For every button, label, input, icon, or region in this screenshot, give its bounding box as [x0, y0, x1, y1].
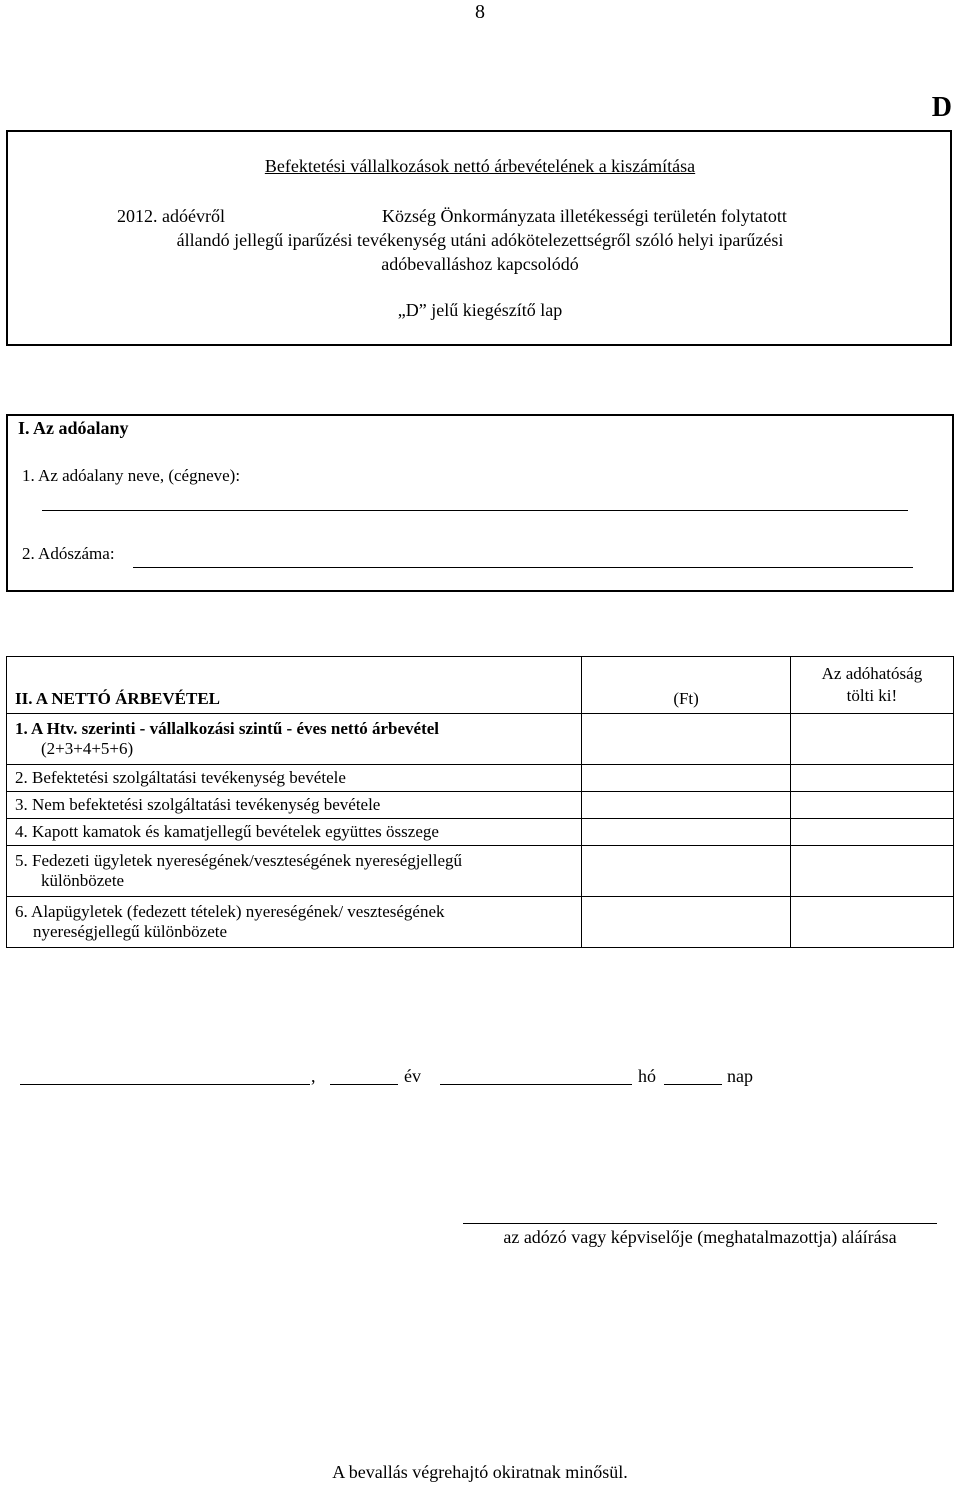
tax-year-text: 2012. adóévről	[117, 206, 225, 226]
authority-cell	[790, 819, 953, 846]
year-field[interactable]	[330, 1084, 398, 1085]
authority-cell	[790, 846, 953, 897]
tax-number-label: 2. Adószáma:	[22, 544, 115, 563]
authority-header-line2: tölti ki!	[846, 686, 898, 705]
amount-cell[interactable]	[582, 846, 791, 897]
authority-cell	[790, 765, 953, 792]
table-row	[7, 897, 954, 948]
amount-cell[interactable]	[582, 714, 791, 765]
header-line-3: adóbevalláshoz kapcsolódó	[381, 254, 579, 274]
municipality-text: Község Önkormányzata illetékességi területén folytatott	[382, 206, 787, 226]
row-label	[7, 897, 582, 948]
sheet-name: „D” jelű kiegészítő lap	[397, 300, 563, 320]
row-label	[7, 714, 582, 765]
row-label-line2: (2+3+4+5+6)	[41, 739, 134, 758]
signature-field[interactable]	[463, 1223, 937, 1224]
table-row	[7, 765, 954, 792]
row-label: 2. Befektetési szolgáltatási tevékenység bevétele	[7, 765, 582, 792]
row-label-line2: nyereségjellegű különbözete	[33, 922, 228, 941]
table-row	[7, 819, 954, 846]
authority-header	[790, 657, 953, 714]
date-comma: ,	[311, 1066, 316, 1086]
day-field[interactable]	[664, 1084, 722, 1085]
month-label: hó	[638, 1066, 656, 1086]
row-label-line1: 1. A Htv. szerinti - vállalkozási szintű - éves nettó árbevétel	[15, 719, 439, 738]
row-label	[7, 846, 582, 897]
unit-header: (Ft)	[582, 657, 791, 714]
net-revenue-table	[6, 656, 954, 948]
amount-cell[interactable]	[582, 765, 791, 792]
row-label: 4. Kapott kamatok és kamatjellegű bevételek együttes összege	[7, 819, 582, 846]
page-number: 8	[475, 1, 485, 23]
signature-label: az adózó vagy képviselője (meghatalmazottja) aláírása	[503, 1227, 897, 1247]
taxpayer-section	[6, 414, 954, 592]
taxpayer-section-title: I. Az adóalany	[18, 418, 129, 438]
taxpayer-name-label: 1. Az adóalany neve, (cégneve):	[22, 466, 241, 485]
table-row	[7, 846, 954, 897]
net-revenue-title: II. A NETTÓ ÁRBEVÉTEL	[7, 657, 582, 714]
form-title: Befektetési vállalkozások nettó árbevételének a kiszámítása	[264, 156, 696, 176]
row-label-line2: különbözete	[41, 871, 125, 890]
taxpayer-name-field[interactable]	[42, 510, 908, 511]
amount-cell[interactable]	[582, 897, 791, 948]
row-label: 3. Nem befektetési szolgáltatási tevékenység bevétele	[7, 792, 582, 819]
month-field[interactable]	[440, 1084, 632, 1085]
day-label: nap	[727, 1066, 753, 1086]
footer-note: A bevallás végrehajtó okiratnak minősül.	[332, 1462, 628, 1482]
table-row	[7, 792, 954, 819]
header-line-2: állandó jellegű iparűzési tevékenység utáni adókötelezettségről szóló helyi iparűzési	[176, 230, 784, 250]
row-label-line1: 5. Fedezeti ügyletek nyereségének/veszteségének nyereségjellegű	[15, 851, 462, 870]
row-label-line1: 6. Alapügyletek (fedezett tételek) nyereségének/ veszteségének	[15, 902, 445, 921]
place-field[interactable]	[20, 1084, 310, 1085]
year-label: év	[404, 1066, 421, 1086]
table-header-row	[7, 657, 954, 714]
table-row	[7, 714, 954, 765]
authority-cell	[790, 897, 953, 948]
authority-cell	[790, 714, 953, 765]
amount-cell[interactable]	[582, 792, 791, 819]
amount-cell[interactable]	[582, 819, 791, 846]
authority-header-line1: Az adóhatóság	[821, 664, 923, 683]
form-letter: D	[931, 92, 952, 123]
authority-cell	[790, 792, 953, 819]
tax-number-field[interactable]	[133, 567, 913, 568]
